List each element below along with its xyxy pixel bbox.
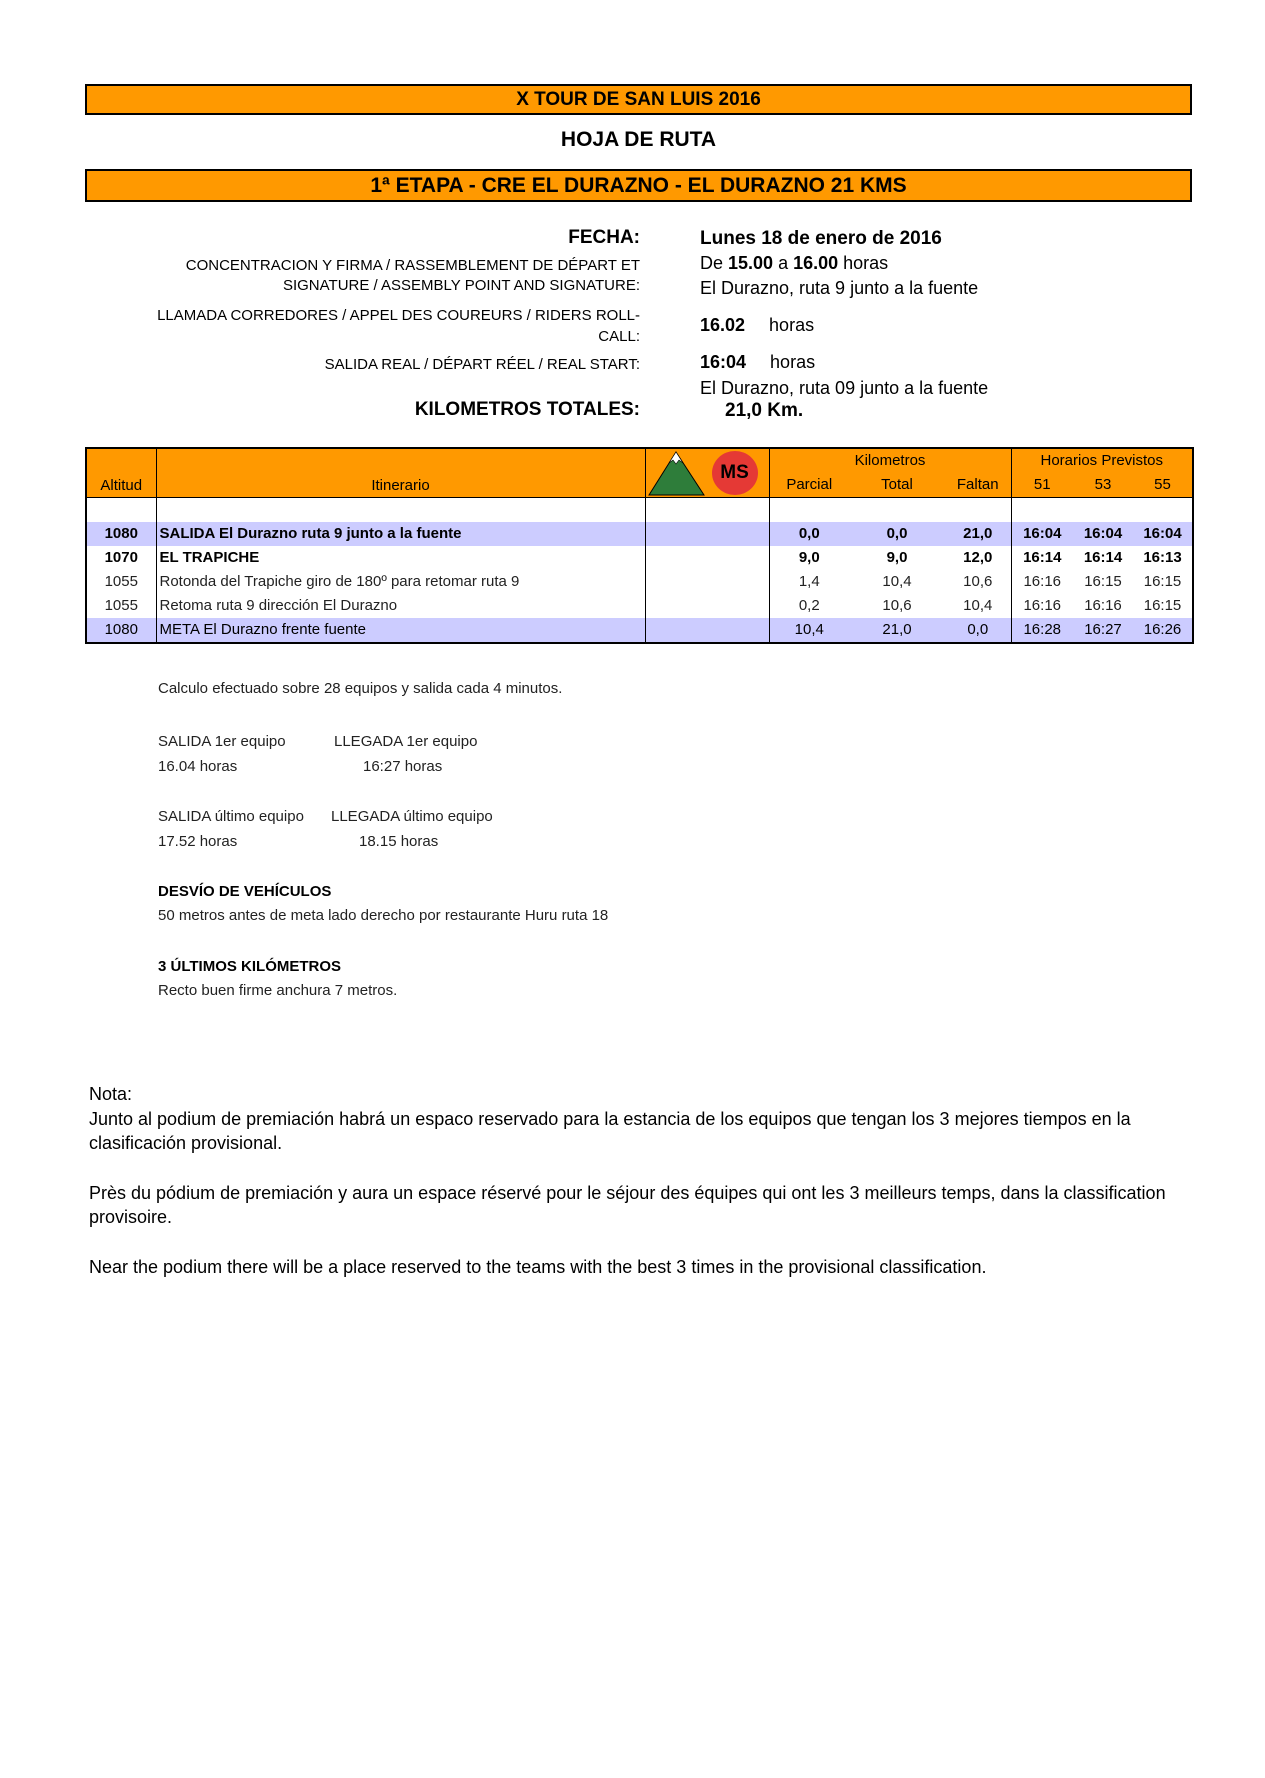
table-row xyxy=(86,618,1193,643)
llegada-ultimo-label: LLEGADA último equipo xyxy=(331,808,493,825)
cell-faltan: 10,6 xyxy=(945,570,1011,594)
table-row xyxy=(86,570,1193,594)
tour-title: X TOUR DE SAN LUIS 2016 xyxy=(516,89,761,110)
cell-t2: 16:04 xyxy=(1073,522,1133,546)
llegada-primer-value: 16:27 horas xyxy=(363,758,443,775)
fecha-value: Lunes 18 de enero de 2016 xyxy=(700,228,942,249)
cell-total: 21,0 xyxy=(849,618,945,643)
table-row-empty xyxy=(86,498,1193,523)
salida-unit: horas xyxy=(770,352,816,372)
cell-t3: 16:26 xyxy=(1133,618,1193,643)
concentracion-time xyxy=(700,252,888,274)
cell-total: 10,6 xyxy=(882,597,912,614)
salida-time: 16:04 xyxy=(700,352,747,372)
salida-value xyxy=(700,351,815,373)
col-altitud: Altitud xyxy=(86,448,156,498)
stage-title: 1ª ETAPA - CRE EL DURAZNO - EL DURAZNO 21 KMS xyxy=(370,174,907,197)
nota-fr: Près du pódium de premiación y aura un espace réservé pour le séjour des équipes qui ont les 3 meilleurs temps, dans la classification provisoire. xyxy=(89,1183,1166,1227)
cell-t3: 16:15 xyxy=(1143,573,1182,590)
desvio-title: DESVÍO DE VEHÍCULOS xyxy=(158,883,332,900)
cell-t1: 16:04 xyxy=(1011,522,1073,546)
table-row xyxy=(86,594,1193,618)
desvio-text: 50 metros antes de meta lado derecho por restaurante Huru ruta 18 xyxy=(158,907,609,924)
route-table xyxy=(85,447,1194,644)
concentracion-pre: De xyxy=(700,253,729,273)
salida-label: SALIDA REAL / DÉPART RÉEL / REAL START: xyxy=(324,356,640,373)
cell-t1: 16:16 xyxy=(1023,573,1062,590)
cell-itinerario: Retoma ruta 9 dirección El Durazno xyxy=(156,594,645,618)
ultimos-text: Recto buen firme anchura 7 metros. xyxy=(158,982,398,999)
col-kilometros: Kilometros xyxy=(769,448,1011,473)
cell-parcial: 10,4 xyxy=(769,618,849,643)
col-itinerario: Itinerario xyxy=(156,448,645,498)
cell-faltan: 12,0 xyxy=(945,546,1011,570)
cell-altitud: 1055 xyxy=(86,570,156,594)
cell-parcial: 9,0 xyxy=(798,549,820,566)
tour-title-banner xyxy=(85,84,1192,115)
cell-itinerario: SALIDA El Durazno ruta 9 junto a la fuente xyxy=(156,522,645,546)
cell-altitud: 1055 xyxy=(86,594,156,618)
cell-t3: 16:15 xyxy=(1143,597,1182,614)
col-h1: 51 xyxy=(1011,473,1073,497)
salida-primer-label: SALIDA 1er equipo xyxy=(158,733,286,750)
table-header-row-1 xyxy=(86,448,1193,473)
cell-itinerario: EL TRAPICHE xyxy=(156,546,645,570)
salida-ultimo-label: SALIDA último equipo xyxy=(158,808,304,825)
cell-t1: 16:28 xyxy=(1011,618,1073,643)
nota-en: Near the podium there will be a place reserved to the teams with the best 3 times in the provisional classification. xyxy=(89,1257,987,1277)
cell-t3: 16:04 xyxy=(1133,522,1193,546)
concentracion-from: 15.00 xyxy=(728,253,774,273)
table-row xyxy=(86,522,1193,546)
fecha-label: FECHA: xyxy=(568,227,640,248)
cell-parcial: 0,0 xyxy=(769,522,849,546)
col-horarios: Horarios Previstos xyxy=(1011,448,1193,473)
calculo-note: Calculo efectuado sobre 28 equipos y salida cada 4 minutos. xyxy=(158,680,563,697)
cell-itinerario: Rotonda del Trapiche giro de 180º para retomar ruta 9 xyxy=(156,570,645,594)
cell-t2: 16:14 xyxy=(1083,549,1123,566)
nota-title: Nota: xyxy=(89,1084,133,1104)
cell-total: 9,0 xyxy=(886,549,908,566)
cell-t1: 16:14 xyxy=(1023,549,1062,566)
cell-faltan: 0,0 xyxy=(945,618,1011,643)
concentracion-mid: a xyxy=(773,253,794,273)
cell-t3: 16:13 xyxy=(1143,549,1182,566)
ms-badge-icon: MS xyxy=(712,451,758,495)
salida-primer-value: 16.04 horas xyxy=(158,758,238,775)
col-total: Total xyxy=(849,473,945,497)
concentracion-label-1: CONCENTRACION Y FIRMA / RASSEMBLEMENT DE DÉPART ET xyxy=(185,257,640,274)
nota-es: Junto al podium de premiación habrá un espaco reservado para la estancia de los equipos que tengan los 3 mejores tiempos en la clasificación provisional. xyxy=(89,1109,1131,1153)
cell-total: 10,4 xyxy=(882,573,912,590)
llamada-unit: horas xyxy=(769,315,815,335)
cell-altitud: 1070 xyxy=(86,546,156,570)
km-label: KILOMETROS TOTALES: xyxy=(414,399,640,420)
col-h2: 53 xyxy=(1073,473,1133,497)
llamada-label-1: LLAMADA CORREDORES / APPEL DES COUREURS / RIDERS ROLL- xyxy=(157,307,640,324)
salida-place: El Durazno, ruta 09 junto a la fuente xyxy=(700,378,989,398)
cell-t1: 16:16 xyxy=(1023,597,1062,614)
table-row xyxy=(86,546,1193,570)
col-faltan: Faltan xyxy=(945,473,1011,497)
page-title: HOJA DE RUTA xyxy=(560,128,717,151)
icon-cell xyxy=(645,448,769,498)
cell-t2: 16:27 xyxy=(1073,618,1133,643)
llamada-time: 16.02 xyxy=(700,315,746,335)
stage-title-banner xyxy=(85,169,1192,202)
llegada-ultimo-value: 18.15 horas xyxy=(359,833,439,850)
cell-t2: 16:16 xyxy=(1084,597,1122,614)
col-parcial: Parcial xyxy=(769,473,849,497)
col-h3: 55 xyxy=(1133,473,1193,497)
cell-total: 0,0 xyxy=(849,522,945,546)
cell-parcial: 0,2 xyxy=(798,597,820,614)
concentracion-label-2: SIGNATURE / ASSEMBLY POINT AND SIGNATURE: xyxy=(282,277,640,294)
cell-t2: 16:15 xyxy=(1084,573,1122,590)
concentracion-post: horas xyxy=(838,253,889,273)
llamada-value xyxy=(700,314,814,336)
concentracion-to: 16.00 xyxy=(793,253,839,273)
llegada-primer-label: LLEGADA 1er equipo xyxy=(334,733,478,750)
ultimos-title: 3 ÚLTIMOS KILÓMETROS xyxy=(158,958,342,975)
cell-parcial: 1,4 xyxy=(798,573,820,590)
cell-faltan: 21,0 xyxy=(945,522,1011,546)
km-value: 21,0 Km. xyxy=(725,400,804,421)
cell-altitud: 1080 xyxy=(86,618,156,643)
concentracion-place: El Durazno, ruta 9 junto a la fuente xyxy=(700,278,979,298)
salida-ultimo-value: 17.52 horas xyxy=(158,833,238,850)
cell-itinerario: META El Durazno frente fuente xyxy=(156,618,645,643)
llamada-label-2: CALL: xyxy=(598,328,640,345)
cell-faltan: 10,4 xyxy=(945,594,1011,618)
cell-altitud: 1080 xyxy=(86,522,156,546)
